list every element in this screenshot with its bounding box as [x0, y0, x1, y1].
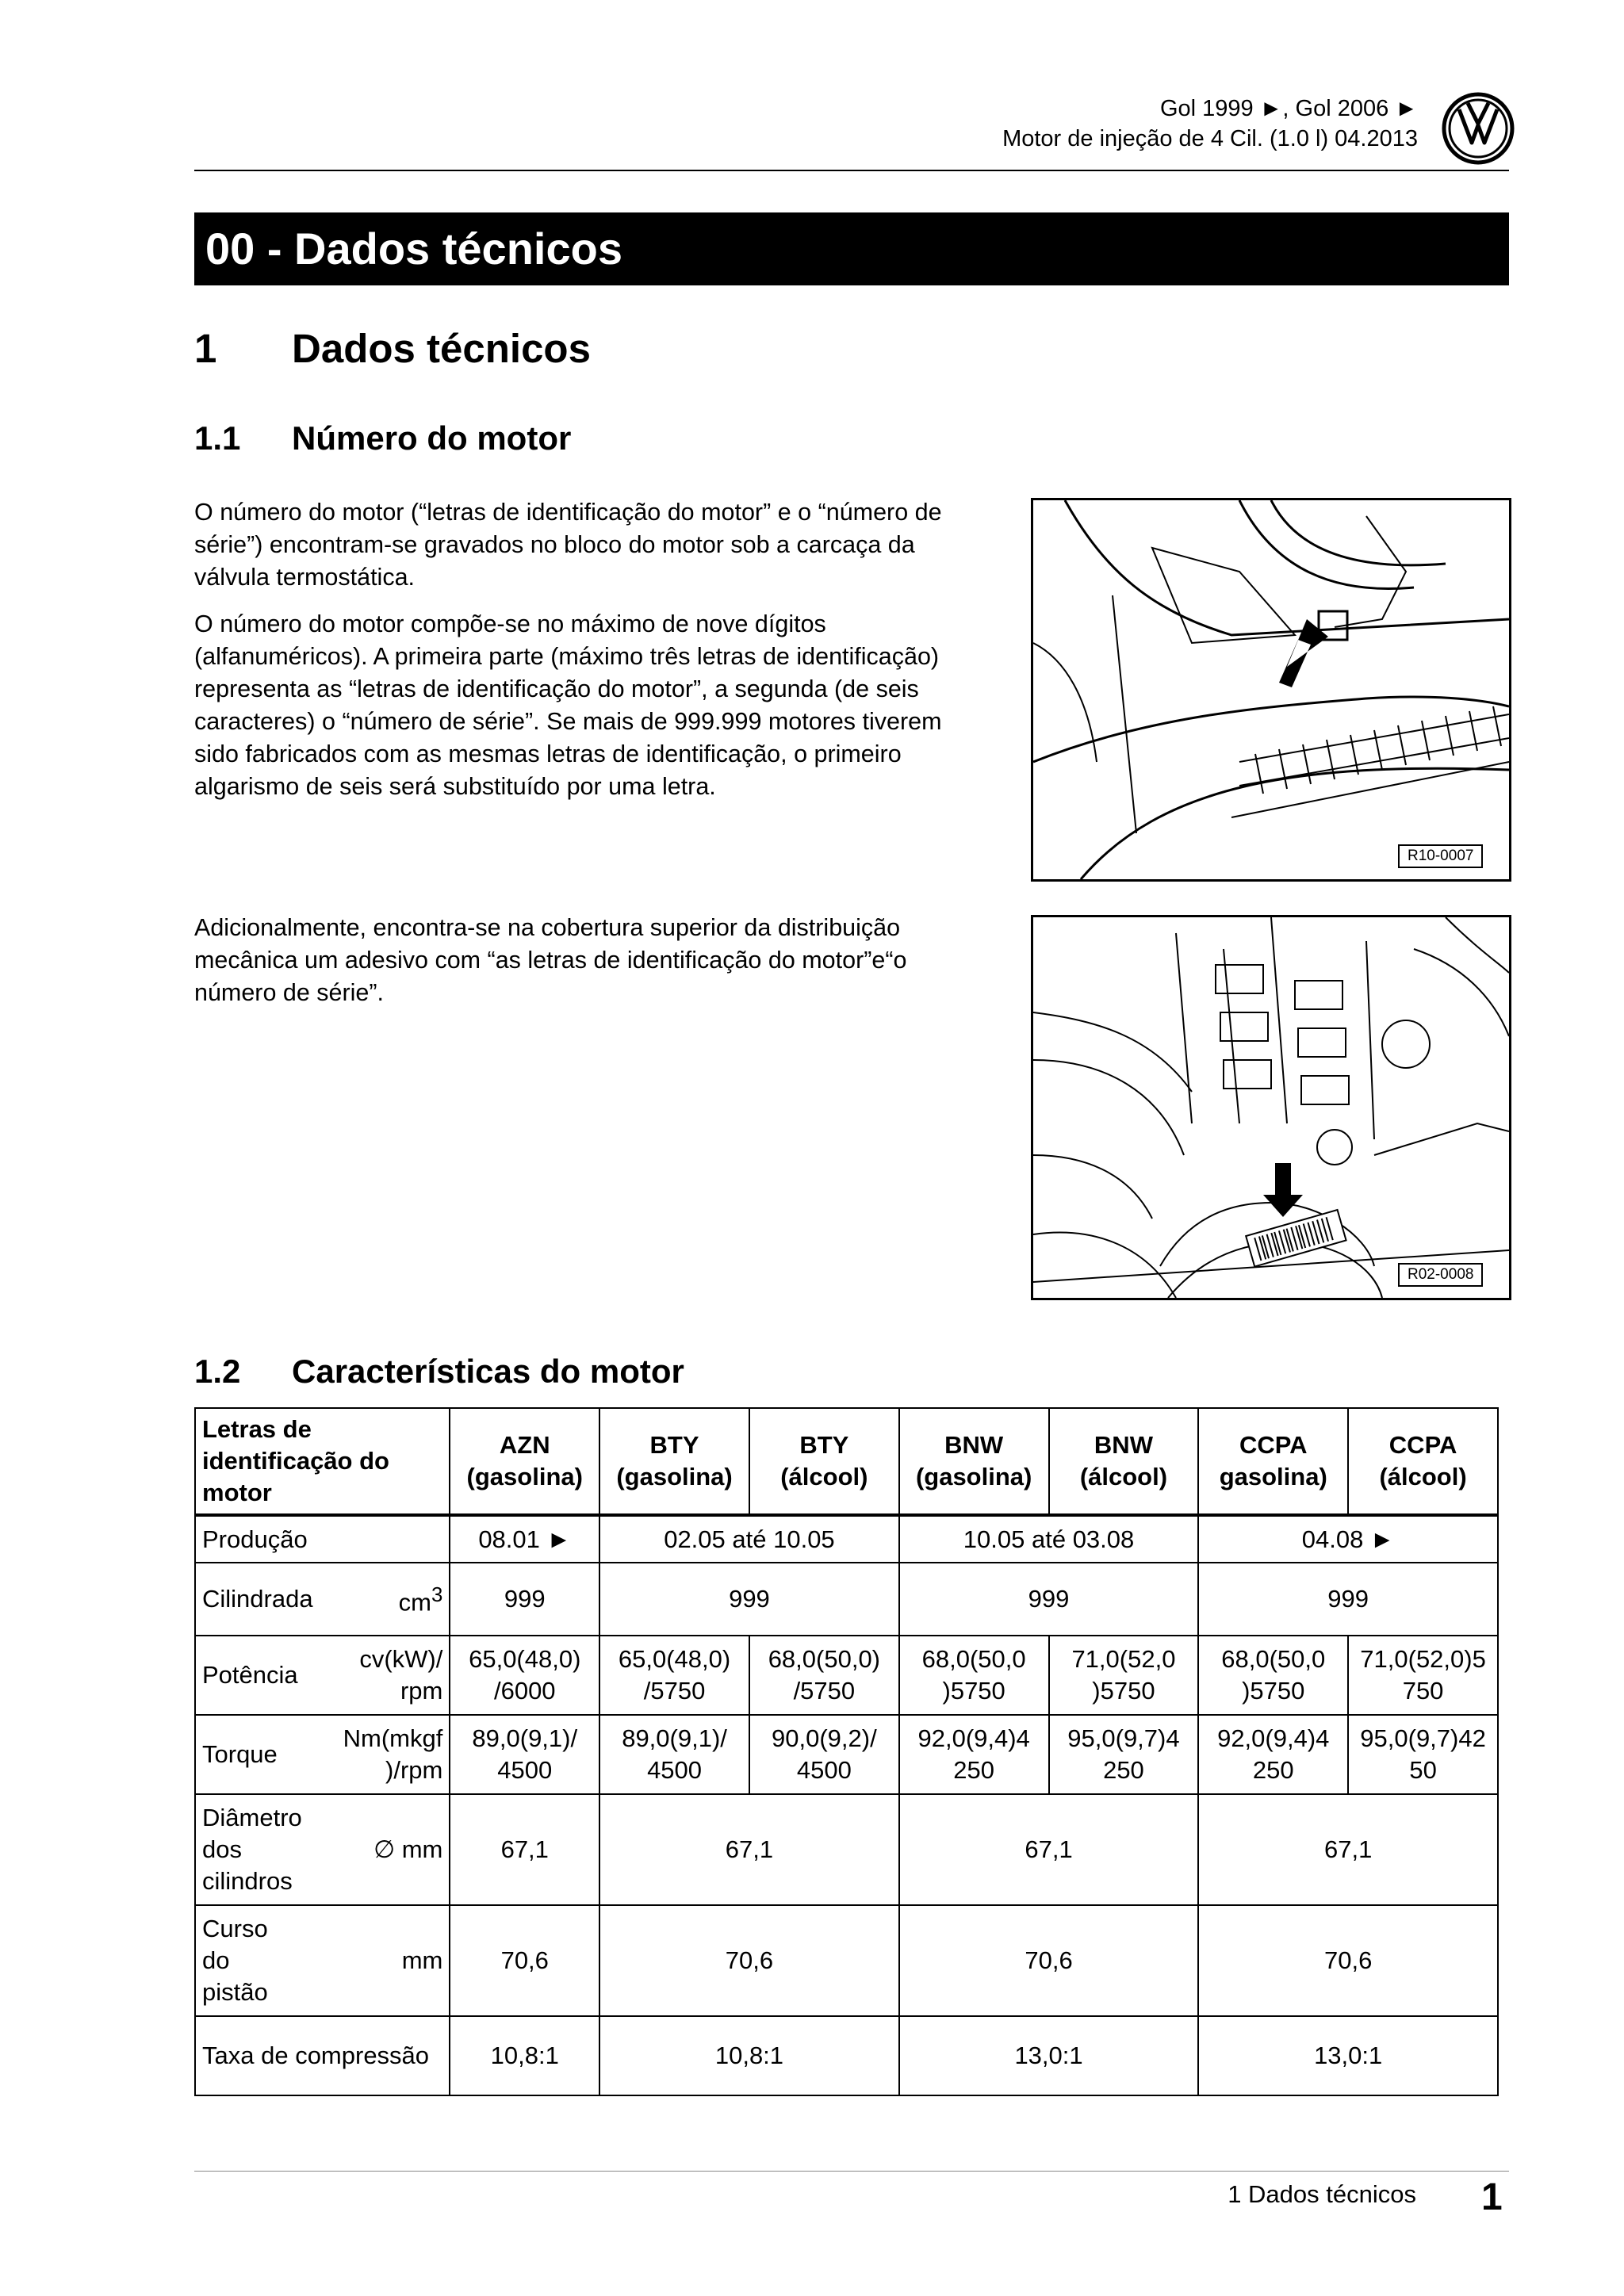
column-header: BNW (gasolina): [899, 1408, 1049, 1515]
section-1-2-title: Características do motor: [292, 1353, 684, 1390]
paragraph: Adicionalmente, encontra-se na cobertura superior da distribuição mecânica um adesivo com “as letras de identificação do motor”e“o número de série”.: [194, 914, 907, 1006]
engine-block-figure: [1031, 498, 1511, 882]
table-cell: 70,6: [1198, 1905, 1498, 2016]
table-cell: 67,1: [599, 1794, 899, 1905]
vw-logo: [1442, 92, 1515, 165]
figure-code: R10-0007: [1398, 844, 1483, 868]
table-cell: 13,0:1: [1198, 2016, 1498, 2095]
engine-number-text: [194, 496, 979, 817]
column-header: BTY (gasolina): [599, 1408, 749, 1515]
header-engine-line: Motor de injeção de 4 Cil. (1.0 l) 04.2013: [1002, 126, 1418, 151]
table-cell: 04.08 ►: [1198, 1515, 1498, 1563]
engine-specs-table: [194, 1407, 1499, 2096]
table-cell: 999: [599, 1563, 899, 1636]
table-cell: 68,0(50,0) /5750: [749, 1636, 899, 1715]
table-cell: 02.05 até 10.05: [599, 1515, 899, 1563]
table-row: [195, 1563, 1498, 1636]
table-row: [195, 2016, 1498, 2095]
table-cell: 08.01 ►: [450, 1515, 599, 1563]
table-cell: 999: [899, 1563, 1199, 1636]
footer-rule: [194, 2171, 1509, 2172]
section-1-2-number: 1.2: [194, 1353, 241, 1390]
column-header: AZN (gasolina): [450, 1408, 599, 1515]
table-cell: 67,1: [899, 1794, 1199, 1905]
section-1-title: Dados técnicos: [292, 326, 591, 371]
page-number: 1: [1481, 2176, 1503, 2218]
table-cell: 13,0:1: [899, 2016, 1199, 2095]
row-label-text: Torque: [202, 1740, 278, 1768]
table-cell: 10.05 até 03.08: [899, 1515, 1199, 1563]
table-cell: 95,0(9,7)42 50: [1348, 1715, 1498, 1794]
section-1-number: 1: [194, 326, 217, 371]
row-unit: Nm(mkgf )/rpm: [343, 1724, 443, 1784]
table-cell: 68,0(50,0 )5750: [1198, 1636, 1348, 1715]
table-cell: 95,0(9,7)4 250: [1049, 1715, 1199, 1794]
table-cell: 67,1: [1198, 1794, 1498, 1905]
table-header-row: [195, 1408, 1498, 1515]
row-unit: ∅ mm: [373, 1835, 443, 1863]
section-1-1-number: 1.1: [194, 419, 241, 457]
table-cell: 68,0(50,0 )5750: [899, 1636, 1049, 1715]
unit-text: cm: [398, 1588, 431, 1617]
row-label: [195, 1905, 450, 2016]
row-label-text: Diâmetro dos cilindros: [202, 1804, 302, 1895]
table-cell: 65,0(48,0) /5750: [599, 1636, 749, 1715]
table-row: [195, 1794, 1498, 1905]
row-label-text: Potência: [202, 1661, 298, 1689]
row-label-text: Taxa de compressão: [202, 2042, 430, 2069]
table-cell: 10,8:1: [450, 2016, 599, 2095]
section-1-1-title: Número do motor: [292, 419, 572, 457]
table-cell: 999: [450, 1563, 599, 1636]
table-cell: 67,1: [450, 1794, 599, 1905]
timing-cover-figure: [1031, 915, 1511, 1300]
column-header: BNW (álcool): [1049, 1408, 1199, 1515]
header-rule: [194, 170, 1509, 171]
row-unit: mm: [401, 1946, 443, 1974]
table-row: [195, 1715, 1498, 1794]
engine-block-illustration: [1033, 500, 1509, 879]
table-cell: 65,0(48,0) /6000: [450, 1636, 599, 1715]
table-cell: 70,6: [899, 1905, 1199, 2016]
row-label: Produção: [195, 1515, 450, 1563]
paragraph: O número do motor (“letras de identificação do motor” e o “número de série”) encontram-se gravados no bloco do motor sob a carcaça da válvula termostática.: [194, 499, 942, 591]
timing-cover-illustration: [1033, 917, 1509, 1298]
figure-code: R02-0008: [1398, 1263, 1483, 1287]
table-cell: 89,0(9,1)/ 4500: [599, 1715, 749, 1794]
row-unit: [399, 1579, 443, 1618]
paragraph: O número do motor compõe-se no máximo de nove dígitos (alfanuméricos). A primeira parte (máximo três letras de identificação) representa as “letras de identificação do motor”, a segunda (de seis caracteres) o “número de série”. Se mais de 999.999 motores tiverem sido fabricados com as mesmas letras de identificação, o primeiro algarismo de seis será substituído por uma letra.: [194, 610, 942, 800]
table-row: [195, 1515, 1498, 1563]
document-header: [1002, 94, 1418, 154]
row-unit: cv(kW)/ rpm: [359, 1645, 443, 1705]
row-label: [195, 2016, 450, 2095]
sticker-text: [194, 912, 979, 1024]
table-cell: 999: [1198, 1563, 1498, 1636]
unit-superscript: 3: [431, 1584, 443, 1607]
table-cell: 10,8:1: [599, 2016, 899, 2095]
row-label: [195, 1563, 450, 1636]
column-header: BTY (álcool): [749, 1408, 899, 1515]
chapter-title: 00 - Dados técnicos: [194, 212, 1509, 285]
row-label: [195, 1636, 450, 1715]
header-model-line: Gol 1999 ►, Gol 2006 ►: [1159, 96, 1418, 121]
table-cell: 89,0(9,1)/ 4500: [450, 1715, 599, 1794]
table-cell: 70,6: [450, 1905, 599, 2016]
row-label-text: Cilindrada: [202, 1584, 313, 1613]
table-cell: 92,0(9,4)4 250: [899, 1715, 1049, 1794]
table-cell: 71,0(52,0 )5750: [1049, 1636, 1199, 1715]
table-cell: 70,6: [599, 1905, 899, 2016]
row-label: [195, 1794, 450, 1905]
table-cell: 71,0(52,0)5 750: [1348, 1636, 1498, 1715]
table-row: [195, 1905, 1498, 2016]
table-row: [195, 1636, 1498, 1715]
row-label: [195, 1715, 450, 1794]
table-cell: 90,0(9,2)/ 4500: [749, 1715, 899, 1794]
footer-section-ref: 1 Dados técnicos: [1228, 2180, 1416, 2208]
row-label-text: Curso do pistão: [202, 1915, 268, 2006]
table-cell: 92,0(9,4)4 250: [1198, 1715, 1348, 1794]
column-header: CCPA gasolina): [1198, 1408, 1348, 1515]
column-header: Letras de identificação do motor: [195, 1408, 450, 1515]
column-header: CCPA (álcool): [1348, 1408, 1498, 1515]
